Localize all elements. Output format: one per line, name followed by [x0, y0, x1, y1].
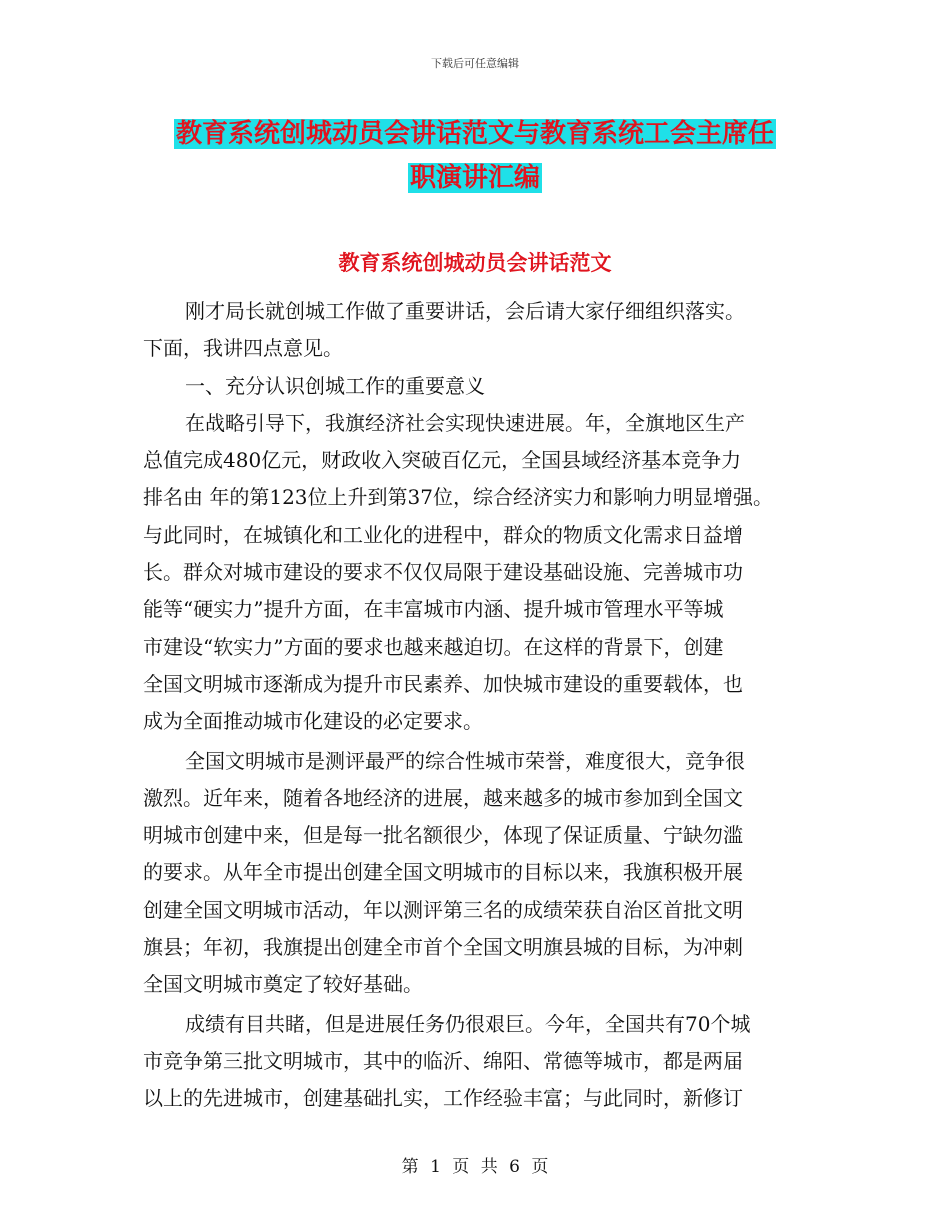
paragraph-line: 全国文明城市奠定了较好基础。: [143, 972, 423, 997]
paragraph-line: 旗县；年初，我旗提出创建全市首个全国文明旗县城的目标，为冲刺: [143, 935, 743, 960]
paragraph-line: 全国文明城市是测评最严的综合性城市荣誉，难度很大，竞争很: [185, 748, 745, 773]
paragraph-line: 总值完成480亿元，财政收入突破百亿元，全国县域经济基本竞争力: [143, 448, 742, 473]
paragraph-line: 的要求。从年全市提出创建全国文明城市的目标以来，我旗积极开展: [143, 860, 743, 885]
section-title: 教育系统创城动员会讲话范文: [338, 251, 612, 275]
paragraph-line: 创建全国文明城市活动，年以测评第三名的成绩荣获自治区首批文明: [143, 897, 743, 922]
paragraph-line: 明城市创建中来，但是每一批名额很少，体现了保证质量、宁缺勿滥: [143, 823, 743, 848]
paragraph-line: 在战略引导下，我旗经济社会实现快速进展。年，全旗地区生产: [185, 410, 745, 435]
paragraph-line: 成绩有目共睹，但是进展任务仍很艰巨。今年，全国共有70个城: [185, 1011, 751, 1036]
paragraph-line: 能等“硬实力”提升方面，在丰富城市内涵、提升城市管理水平等城: [143, 597, 724, 622]
body-text: [143, 293, 823, 1118]
paragraph-line: 全国文明城市逐渐成为提升市民素养、加快城市建设的重要载体，也: [143, 671, 743, 696]
document-title-line-2: 职演讲汇编: [409, 163, 540, 193]
paragraph-line: 长。群众对城市建设的要求不仅仅局限于建设基础设施、完善城市功: [143, 560, 743, 585]
paragraph-line: 市建设“软实力”方面的要求也越来越迫切。在这样的背景下，创建: [143, 634, 724, 659]
paragraph-line: 激烈。近年来，随着各地经济的进展，越来越多的城市参加到全国文: [143, 785, 743, 810]
document-title: [0, 112, 950, 200]
paragraph-line: 成为全面推动城市化建设的必定要求。: [143, 709, 483, 734]
paragraph-line: 市竞争第三批文明城市，其中的临沂、绵阳、常德等城市，都是两届: [143, 1048, 743, 1073]
paragraph-line: 与此同时，在城镇化和工业化的进程中，群众的物质文化需求日益增: [143, 522, 743, 547]
document-title-line-1: 教育系统创城动员会讲话范文与教育系统工会主席任: [175, 119, 774, 149]
page-footer-page-number: 第 1 页 共 6 页: [401, 1157, 549, 1177]
page-header-note: 下载后可任意编辑: [431, 57, 519, 70]
paragraph-line: 排名由 年的第123位上升到第37位，综合经济实力和影响力明显增强。: [143, 485, 773, 510]
paragraph-line: 下面，我讲四点意见。: [143, 336, 343, 361]
section-heading-line: 一、充分认识创城工作的重要意义: [185, 373, 485, 398]
paragraph-line: 刚才局长就创城工作做了重要讲话，会后请大家仔细组织落实。: [185, 299, 745, 323]
paragraph-line: 以上的先进城市，创建基础扎实，工作经验丰富；与此同时，新修订: [143, 1086, 743, 1111]
